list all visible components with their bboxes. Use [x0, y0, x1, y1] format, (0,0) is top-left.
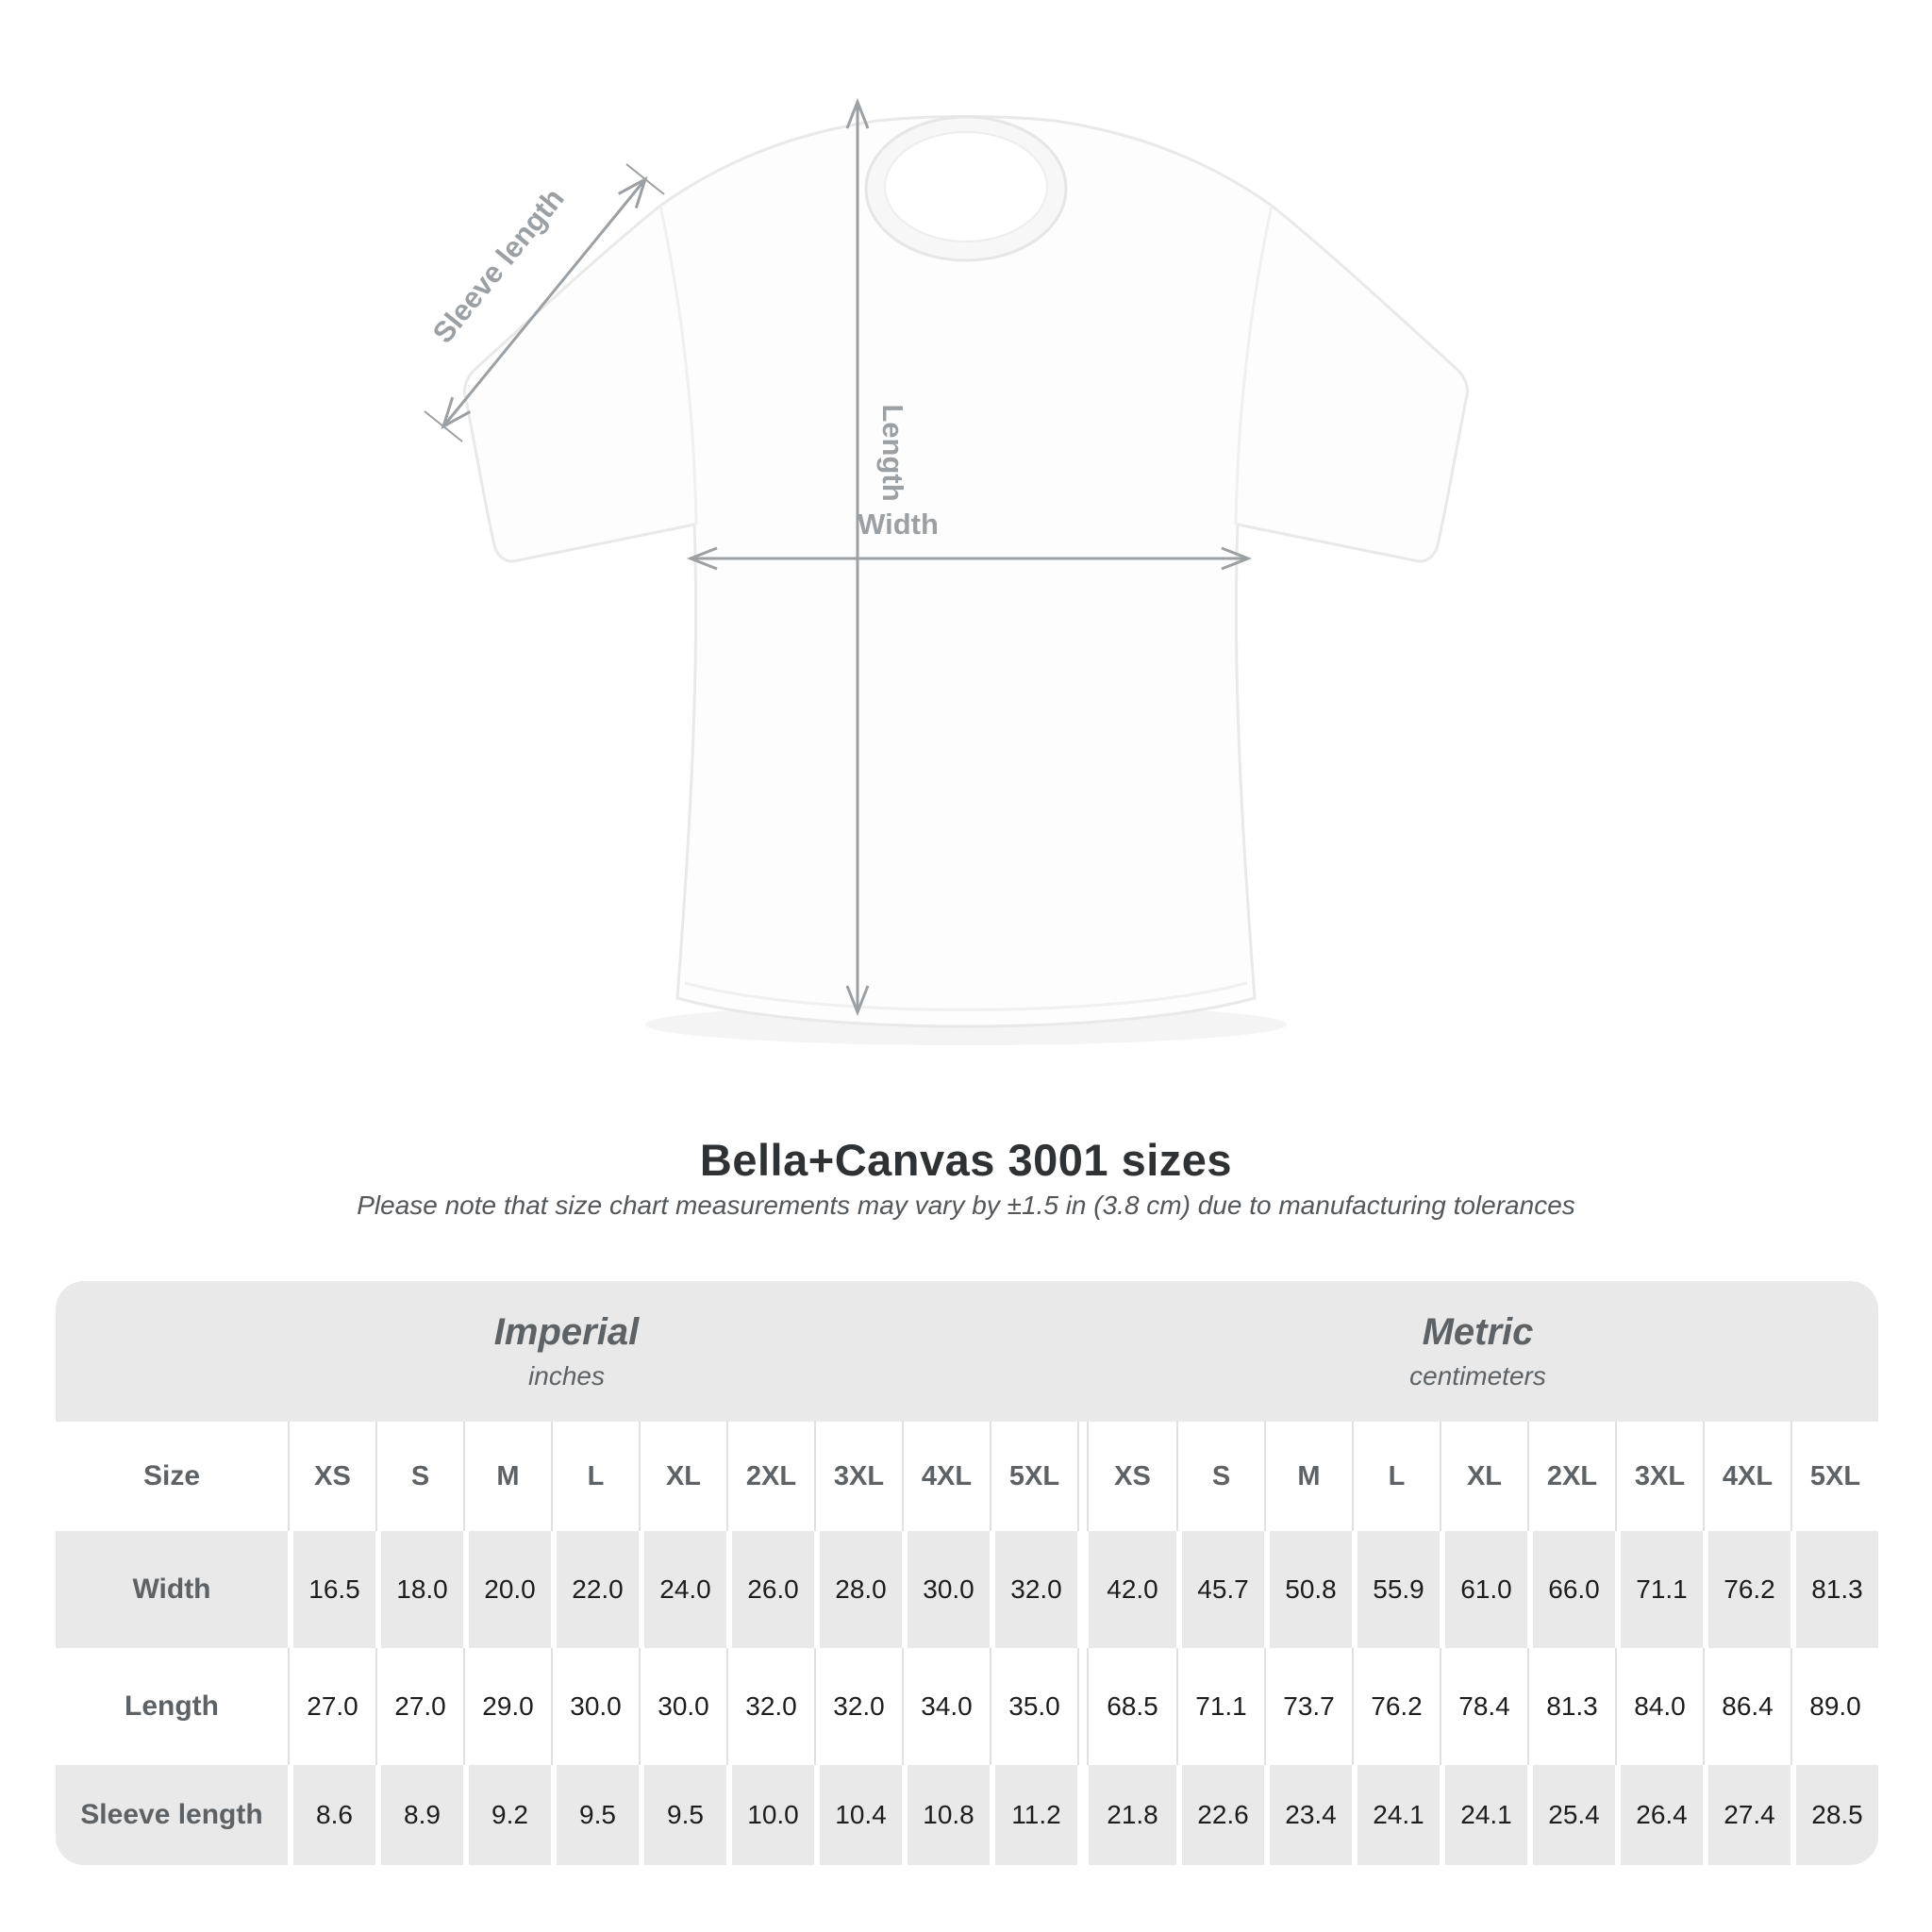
value-cell: 25.4 [1527, 1765, 1615, 1865]
value-cell: 11.2 [990, 1765, 1077, 1865]
size-header-imperial: L [551, 1422, 639, 1531]
value-cell: 81.3 [1790, 1531, 1878, 1648]
value-cell: 50.8 [1264, 1531, 1352, 1648]
value-cell: 71.1 [1176, 1648, 1264, 1765]
value-cell: 32.0 [814, 1648, 902, 1765]
unit-divider [1077, 1648, 1089, 1765]
value-cell: 32.0 [990, 1531, 1077, 1648]
collar-inner [885, 132, 1047, 242]
value-cell: 16.5 [288, 1531, 375, 1648]
value-cell: 35.0 [990, 1648, 1077, 1765]
value-cell: 84.0 [1615, 1648, 1703, 1765]
value-cell: 9.2 [463, 1765, 551, 1865]
imperial-sublabel: inches [528, 1361, 605, 1391]
size-header-imperial: 2XL [726, 1422, 814, 1531]
value-cell: 71.1 [1615, 1531, 1703, 1648]
row-label: Sleeve length [56, 1765, 288, 1865]
value-cell: 23.4 [1264, 1765, 1352, 1865]
value-cell: 24.1 [1352, 1765, 1440, 1865]
unit-divider [1077, 1765, 1089, 1865]
units-header-band [56, 1281, 1878, 1422]
size-header-metric: 3XL [1615, 1422, 1703, 1531]
value-cell: 86.4 [1703, 1648, 1790, 1765]
size-header-metric: XL [1440, 1422, 1527, 1531]
value-cell: 26.4 [1615, 1765, 1703, 1865]
value-cell: 27.0 [288, 1648, 375, 1765]
value-cell: 9.5 [639, 1765, 726, 1865]
value-cell: 76.2 [1703, 1531, 1790, 1648]
value-cell: 10.4 [814, 1765, 902, 1865]
value-cell: 26.0 [726, 1531, 814, 1648]
value-cell: 55.9 [1352, 1531, 1440, 1648]
value-cell: 30.0 [551, 1648, 639, 1765]
value-cell: 32.0 [726, 1648, 814, 1765]
value-cell: 27.0 [375, 1648, 463, 1765]
value-cell: 73.7 [1264, 1648, 1352, 1765]
size-header-imperial: M [463, 1422, 551, 1531]
value-cell: 10.8 [902, 1765, 990, 1865]
value-cell: 24.0 [639, 1531, 726, 1648]
value-cell: 28.5 [1790, 1765, 1878, 1865]
size-header-imperial: XS [288, 1422, 375, 1531]
row-label: Length [56, 1648, 288, 1765]
value-cell: 21.8 [1089, 1765, 1176, 1865]
metric-units-header [1077, 1281, 1878, 1422]
size-header-imperial: XL [639, 1422, 726, 1531]
value-cell: 28.0 [814, 1531, 902, 1648]
value-cell: 27.4 [1703, 1765, 1790, 1865]
value-cell: 30.0 [902, 1531, 990, 1648]
value-cell: 30.0 [639, 1648, 726, 1765]
value-cell: 42.0 [1089, 1531, 1176, 1648]
size-header-imperial: 5XL [990, 1422, 1077, 1531]
value-cell: 22.6 [1176, 1765, 1264, 1865]
unit-divider [1077, 1422, 1089, 1531]
value-cell: 29.0 [463, 1648, 551, 1765]
value-cell: 66.0 [1527, 1531, 1615, 1648]
size-header-metric: S [1176, 1422, 1264, 1531]
value-cell: 24.1 [1440, 1765, 1527, 1865]
size-header-metric: M [1264, 1422, 1352, 1531]
value-cell: 68.5 [1089, 1648, 1176, 1765]
row-label: Width [56, 1531, 288, 1648]
size-header-metric: 4XL [1703, 1422, 1790, 1531]
value-cell: 18.0 [375, 1531, 463, 1648]
size-header-metric: L [1352, 1422, 1440, 1531]
value-cell: 34.0 [902, 1648, 990, 1765]
imperial-units-header [56, 1281, 1077, 1422]
size-header-imperial: 4XL [902, 1422, 990, 1531]
value-cell: 81.3 [1527, 1648, 1615, 1765]
size-corner-header: Size [56, 1422, 288, 1531]
value-cell: 8.6 [288, 1765, 375, 1865]
sleeve-length-row [56, 1765, 1878, 1865]
sleeve-length-label: Sleeve length [425, 181, 571, 350]
value-cell: 76.2 [1352, 1648, 1440, 1765]
value-cell: 78.4 [1440, 1648, 1527, 1765]
value-cell: 10.0 [726, 1765, 814, 1865]
size-header-row [56, 1422, 1878, 1531]
length-label: Length [875, 404, 909, 502]
value-cell: 61.0 [1440, 1531, 1527, 1648]
value-cell: 22.0 [551, 1531, 639, 1648]
value-cell: 20.0 [463, 1531, 551, 1648]
page-title: Bella+Canvas 3001 sizes [699, 1135, 1233, 1185]
size-header-metric: 2XL [1527, 1422, 1615, 1531]
width-row [56, 1531, 1878, 1648]
value-cell: 9.5 [551, 1765, 639, 1865]
metric-label: Metric [1422, 1311, 1534, 1353]
value-cell: 89.0 [1790, 1648, 1878, 1765]
size-header-imperial: 3XL [814, 1422, 902, 1531]
metric-sublabel: centimeters [1409, 1361, 1546, 1391]
size-chart-table [56, 1281, 1878, 1865]
imperial-label: Imperial [493, 1311, 640, 1353]
size-header-metric: XS [1089, 1422, 1176, 1531]
value-cell: 45.7 [1176, 1531, 1264, 1648]
page-subtitle: Please note that size chart measurements may vary by ±1.5 in (3.8 cm) due to manufacturing tolerances [357, 1191, 1575, 1220]
value-cell: 8.9 [375, 1765, 463, 1865]
unit-divider [1077, 1531, 1089, 1648]
size-header-metric: 5XL [1790, 1422, 1878, 1531]
length-row [56, 1648, 1878, 1765]
size-header-imperial: S [375, 1422, 463, 1531]
width-label: Width [858, 508, 939, 541]
